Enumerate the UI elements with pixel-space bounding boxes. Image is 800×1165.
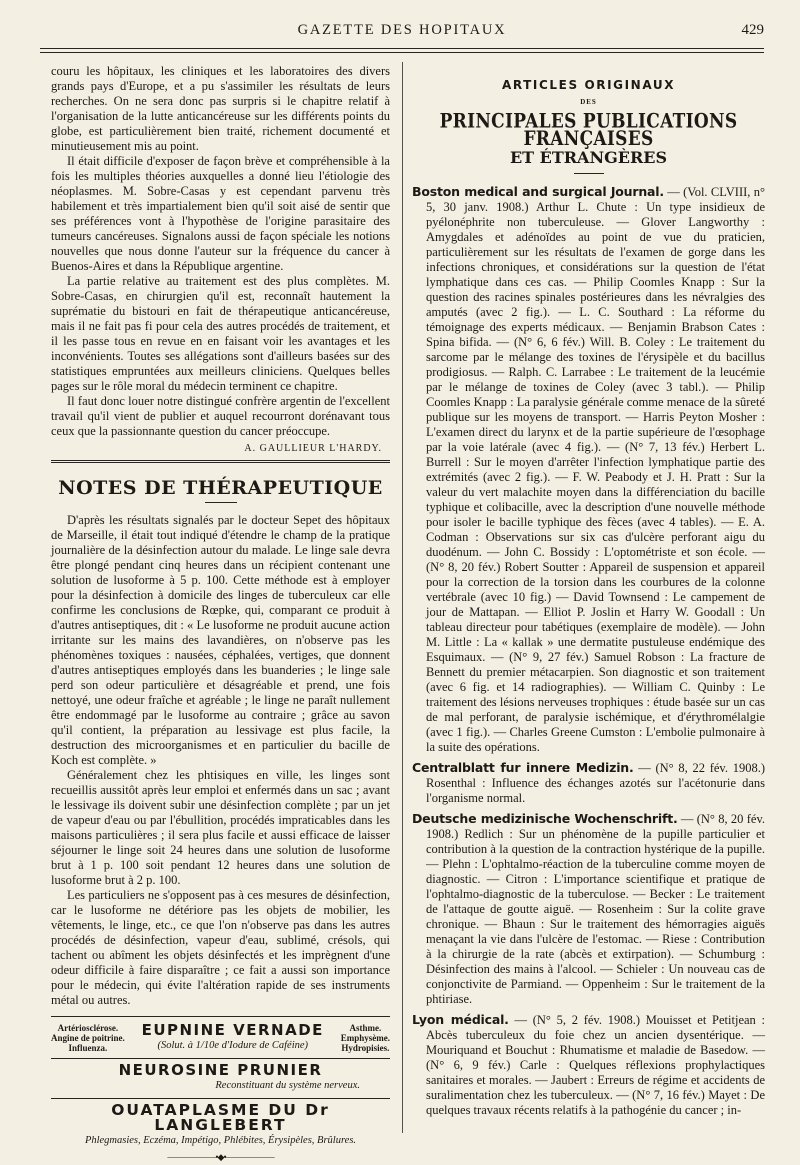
signature-line (51, 439, 390, 456)
journal-contents: — (N° 8, 20 fév. 1908.) Redlich : Sur un phénomène de la pupille particulier et contribution à la question de la contraction hystérique de la pupille. — Plehn : L'ophtalmo-réaction de la tuberculine comme moyen de diagnostic. — Citron : L'importance scientifique et pratique de l'ophtalmo-diagnostic de la tuberculose. — Becker : Le traitement de l'attaque de goutte aiguë. — Rosenheim : Sur la colite grave chronique. — Bhaun : Sur le traitement des hémorragies aiguës menaçant la vie dans l'ulcère de l'estomac. — Riese : Contribution à la chirurgie de la rate (abcès et extirpation). — Schumburg : Désinfection des mains à l'alcool. — Schieler : Un nouveau cas de conjonctivite de Parmiand. — Oppenheim : Sur le traitement de la phtiriase. (426, 812, 766, 1006)
publications-subheading: ET ÉTRANGÈRES (509, 148, 667, 167)
journal-name: Centralblatt fur innere Medizin. (412, 760, 634, 775)
review-paragraph-3: La partie relative au traitement est des plus complètes. M. Sobre-Casas, en chirurgien qu'il est, reconnaît hautement la suprématie du bistouri en fait de thérapeutique anticancéreuse, mais il ne fait pas fi pour cela des autres procédés de traitement, et il les passe tous en revue en en faisant voir les avantages et les inconvénients. Toutes ses allégations sont d'ailleurs basées sur des statistiques empruntées aux meilleurs cliniciens. Quelques belles pages sur le rôle moral du médecin terminent ce chapitre. (51, 274, 390, 393)
journal-entry (412, 1012, 765, 1118)
neurosine-product-name: NEUROSINE PRUNIER (118, 1061, 323, 1079)
eupnine-subtitle: (Solut. à 1/10e d'Iodure de Caféine) (157, 1040, 309, 1051)
section-rule (51, 460, 390, 463)
journal-contents: — (N° 5, 2 fév. 1908.) Mouisset et Petitjean : Abcès tuberculeux du foie chez un ancien dysentérique. — Mouriquand et Bouchut : Rhumatisme et maladie de Basedow. — (N° 6, 9 fév.) Carle : Quelques réflexions prophylactiques sanitaires et morales. — Jaubert : Erreurs de régime et accidents de suralimentation chez les tuberculeux. — (N° 7, 16 fév.) Mayet : De quelques travaux récents relatifs à la pathogénie du cancer ; in- (426, 1013, 765, 1117)
therapy-paragraph-1: D'après les résultats signalés par le docteur Sepet des hôpitaux de Marseille, il était tout indiqué d'étendre le champ de la pratique journalière de la désinfection autour du malade. Le linge sale devra être plongé pendant cinq heures dans un récipient contenant une solution de lusoforme à 5 p. 100. Cette méthode est à employer pour la désinfection à domicile des linges de tuberculeux car elle confirme les conclusions de Rœpke, qui, comparant ce produit à d'autres antiseptiques, dit : « Le lusoforme ne produit aucune action irritante sur les mains des lavandières, on n'observe pas les phénomènes toxiques : nausées, céphalées, vertiges, que donnent d'autres antiseptiques employés dans les buanderies ; le linge sale perd son odeur particulière et désagréable et prend, une fois nettoyé, une odeur fraîche et agréable ; le linge ne paraît nullement être endommagé par le lusoforme au contraire ; grâce au savon qu'il contient, la préparation au lessivage est plus facile, la destruction des microorganismes et en particulier du bacille de Koch est complète. » (51, 513, 390, 767)
journal-name: Deutsche medizinische Wochenschrift. (412, 811, 678, 826)
ouataplasme-advertisement (51, 1098, 390, 1148)
eupnine-right-indications (341, 1023, 390, 1053)
left-column (51, 64, 390, 1165)
right-column (412, 78, 765, 1118)
journal-name: Lyon médical. (412, 1012, 509, 1027)
review-paragraph-1: couru les hôpitaux, les cliniques et les laboratoires des divers grands pays d'Europe, et a pu s'assimiler les résultats de leurs recherches. On ne sera donc pas surpris si le chapitre relatif à l'organisation de la lutte anticancéreuse sur les différents points du globe, est particulièrement bien traité, richement documenté et minutieusement mis au point. (51, 64, 390, 153)
indication-text: Angine de poitrine. (51, 1033, 125, 1043)
column-divider (402, 62, 403, 1133)
publications-heading: PRINCIPALES PUBLICATIONS FRANÇAISES (439, 110, 738, 151)
indication-text: Influenza. (68, 1043, 108, 1053)
running-title: GAZETTE DES HOPITAUX (297, 22, 507, 38)
page-number: 429 (741, 22, 764, 38)
neurosine-advertisement (51, 1058, 390, 1093)
ouataplasme-subtitle: Phlegmasies, Eczéma, Impétigo, Phlébites, Érysipèles, Brûlures. (84, 1135, 357, 1146)
indication-text: Hydropisies. (341, 1043, 390, 1053)
eupnine-left-indications (51, 1023, 125, 1053)
eupnine-advertisement (51, 1016, 390, 1053)
title-underline (205, 502, 237, 503)
journal-contents: — (Vol. CLVIII, n° 5, 30 janv. 1908.) Arthur L. Chute : Un type insidieux de pyélonéphrite non tuberculeuse. — Glover Langworthy : Amygdales et adénoïdes au point de vue du praticien, particulièrement sur les résultats de l'examen de gorge dans les infections chroniques, et considérations sur la question de l'état lymphatique dans ces cas. — Philip Coomles Knapp : Sur la question des racines spinales postérieures dans les névralgies des amputés (avec 2 fig.). — L. C. Southard : La réforme du témoignage des experts médicaux. — Benjamin Brabson Cates : Spina bifida. — (N° 6, 6 fév.) Will. B. Coley : Le traitement du sarcome par le mélange des toxines de l'érysipèle et du bacillus prodigiosus. — Ralph. C. Larrabee : Le traitement de la leucémie par le mélange de toxines de Coley (avec 3 tabl.). — Philip Coomles Knapp : La paralysie générale comme menace de la sûreté publique sur les moyens de transport. — Harris Peyton Mosher : L'examen direct du larynx et de la partie supérieure de l'œsophage par la voie latérale (avec 4 fig.). — (N° 7, 13 fév.) Herbert L. Burrell : Sur le moyen d'arrêter l'infection lymphatique partie des extrémités (avec 2 fig.). — F. W. Peabody et J. H. Pratt : Sur la valeur du vert malachite moyen dans la différenciation du bacille typhique et colibacille, avec la description d'une nouvelle méthode pour isoler le bacille typhique des fèces (avec 4 tables). — E. A. Codman : Observations sur six cas d'ulcère perforant aigu du duodénum. — John C. Bossidy : L'optométriste et son école. — (N° 8, 20 fév.) Robert Soutter : Appareil de suspension et appareil pour la correction de la torsion dans les courbures de la colonne vertébrale (avec 10 fig.) — David Townsend : Le campement de jour de Mattapan. — Elliot P. Joslin et Harry W. Goodall : Un tableau directeur pour tabétiques (exemplaire de modèle). — John M. Little : La « kallak » une dermatite pustuleuse endémique des Esquimaux. — (N° 9, 27 fév.) Samuel Robson : La fracture de Bennett du premier métacarpien. Son diagnostic et son traitement (avec 6 fig. et 14 radiographies). — William C. Quinby : Le traitement des lésions nerveuses trophiques : étude basée sur un cas de mal perforant, de paralysie ischémique, et d'érythromélalgie (avec 1 fig.). — Charles Greene Cumston : L'embolie pulmonaire à la suite des opérations. (426, 185, 766, 754)
ouataplasme-product-name: OUATAPLASME DU Dr LANGLEBERT (111, 1101, 330, 1134)
review-signature: A. GAULLIEUR L'HARDY. (244, 443, 382, 454)
ornament-divider: ——————•◆•—————— (167, 1152, 274, 1162)
indication-text: Emphysème. (340, 1033, 390, 1043)
journal-name: Boston medical and surgical Journal. (412, 184, 664, 199)
journal-entry (412, 760, 765, 806)
therapy-paragraph-3: Les particuliers ne s'opposent pas à ces mesures de désinfection, car le lusoforme ne détériore pas les objets de mobilier, les vêtements, le linge, etc., ce que l'on n'observe pas dans les autres procédés de désinfection, vapeur d'eau, sublimé, crésols, qui tachent ou abîment les objets désinfectés et les imprègnent d'une odeur difficile à faire disparaître ; ce fait a aussi son importance pour le médecin, qui évite l'altération rapide de ses instruments métal ou autres. (51, 888, 390, 1007)
page-header (40, 22, 764, 46)
header-rule (40, 48, 764, 49)
journal-entry (412, 184, 765, 755)
therapy-paragraph-2: Généralement chez les phtisiques en ville, les linges sont recueillis aussitôt après leur emploi et enfermés dans un sac ; avant le lessivage ils doivent subir une désinfection complète ; par un jet de vapeur d'eau ou par l'ébullition, procédés impraticables dans les maisons particulières ; il sera plus facile et aussi efficace de laisser séjourner le linge soit 24 heures dans une solution de lusoforme brut à 1 p. 100 soit pendant 12 heures dans une solution de lusoforme brut à 2 p. 100. (51, 768, 390, 887)
indication-text: Asthme. (349, 1023, 382, 1033)
journal-contents: — (N° 8, 22 fév. 1908.) Rosenthal : Influence des échanges azotés sur l'acétonurie dans l'organisme normal. (426, 761, 766, 805)
review-paragraph-2: Il était difficile d'exposer de façon brève et compréhensible à la fois les multiples théories auxquelles a donné lieu l'étiologie des néoplasmes. M. Sobre-Casas y est cependant parvenu très habilement et très impartialement bien qu'il soit aisé de sentir que ses préférences vont à l'hypothèse de l'origine parasitaire des tumeurs cancéreuses. Signalons aussi de façon spéciale les notions nouvelles que nous donne l'auteur sur la fréquence du cancer à Buenos-Aires et dans la République argentine. (51, 154, 390, 273)
neurosine-subtitle: Reconstituant du système nerveux. (215, 1080, 360, 1091)
heading-underline (574, 173, 604, 174)
review-paragraph-4: Il faut donc louer notre distingué confrère argentin de l'excellent travail qu'il vient de publier et auquel recourront dorénavant tous ceux que la passionnante question du cancer préoccupe. (51, 394, 390, 438)
header-rule-second (40, 52, 764, 53)
indication-text: Artériosclérose. (57, 1023, 119, 1033)
eupnine-product-name: EUPNINE VERNADE (141, 1021, 324, 1039)
articles-heading: ARTICLES ORIGINAUX (501, 78, 676, 92)
articles-heading-des: DES (580, 98, 597, 106)
journal-entry (412, 811, 765, 1007)
section-title: NOTES DE THÉRAPEUTIQUE (58, 477, 383, 499)
